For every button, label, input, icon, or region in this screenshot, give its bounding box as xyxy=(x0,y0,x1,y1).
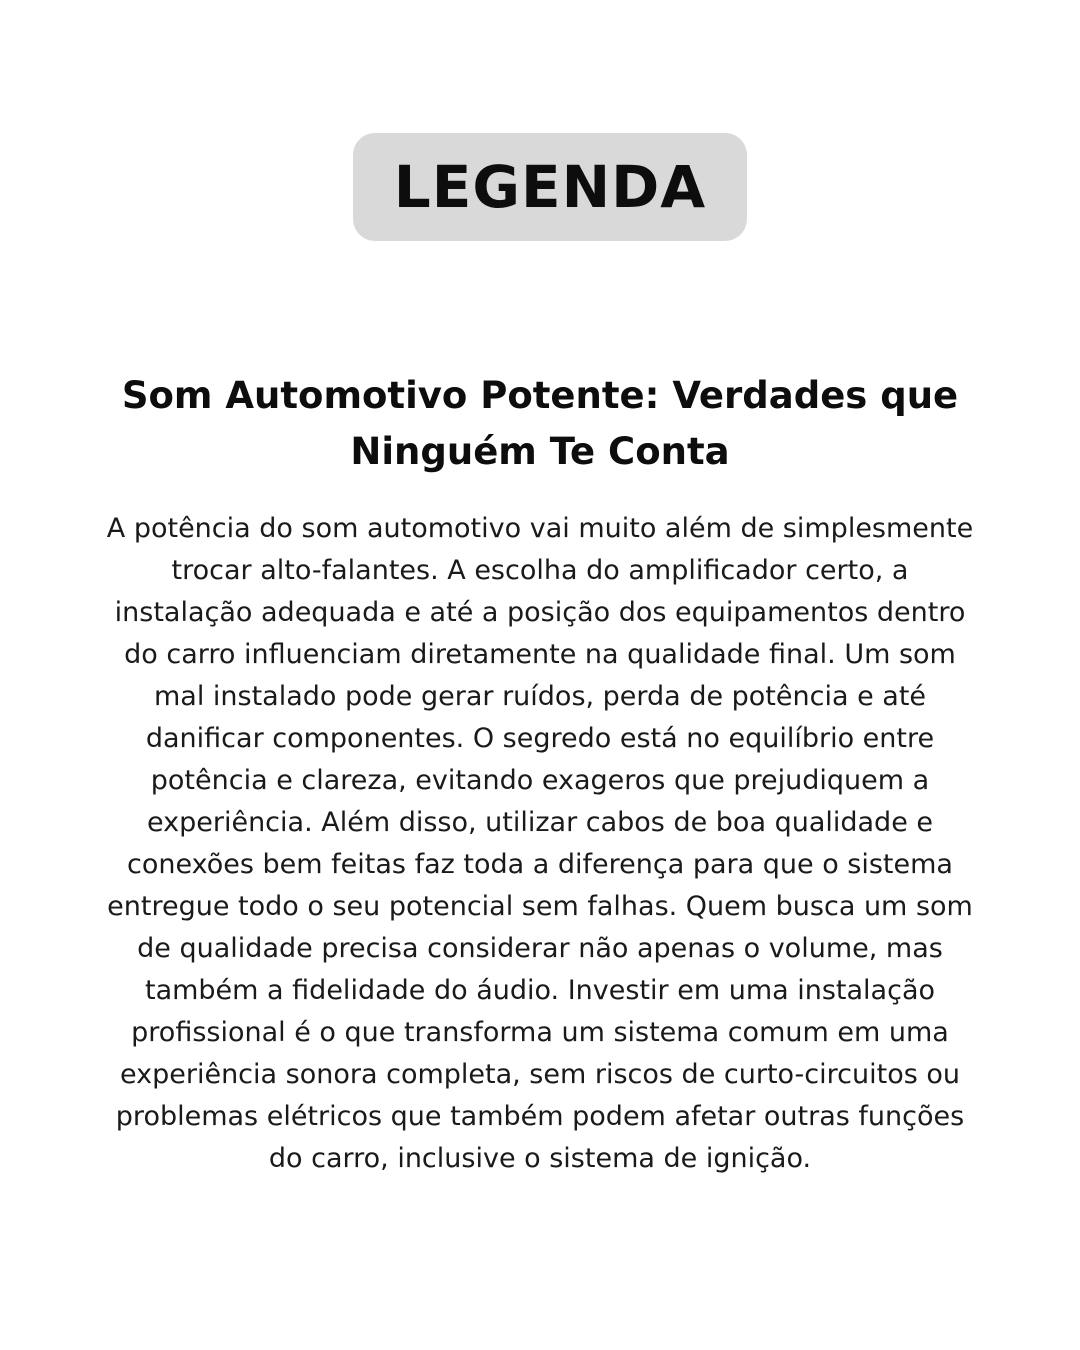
article-title: Som Automotivo Potente: Verdades que Ninguém Te Conta xyxy=(121,374,959,473)
article-body: A potência do som automotivo vai muito além de simplesmente trocar alto-falantes. A escolha do amplificador certo, a instalação adequada e até a posição dos equipamentos dentro do carro influenciam diretamente na qualidade final. Um som mal instalado pode gerar ruídos, perda de potência e até danificar componentes. O segredo está no equilíbrio entre potência e clareza, evitando exageros que prejudiquem a experiência. Além disso, utilizar cabos de boa qualidade e conexões bem feitas faz toda a diferença para que o sistema entregue todo o seu potencial sem falhas. Quem busca um som de qualidade precisa considerar não apenas o volume, mas também a fidelidade do áudio. Investir em uma instalação profissional é o que transforma um sistema comum em uma experiência sonora completa, sem riscos de curto-circuitos ou problemas elétricos que também podem afetar outras funções do carro, inclusive o sistema de ignição. xyxy=(106,513,974,1174)
badge-label: LEGENDA xyxy=(393,153,707,221)
legenda-badge xyxy=(353,133,747,241)
